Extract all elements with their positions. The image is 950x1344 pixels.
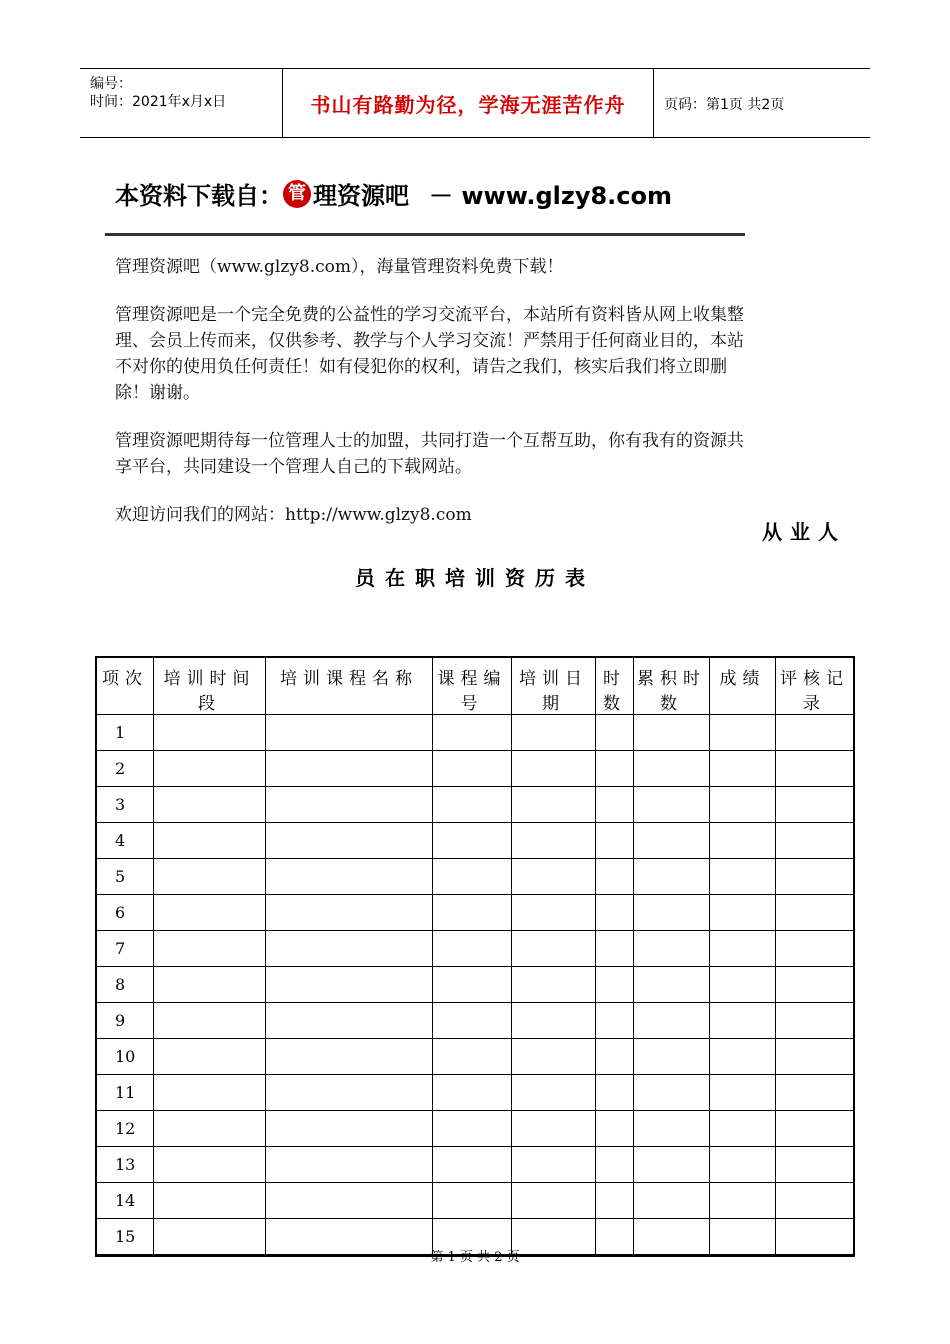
site-logo-icon: 管: [283, 180, 311, 208]
table-cell[interactable]: [710, 967, 776, 1003]
table-cell[interactable]: [596, 1003, 634, 1039]
table-cell[interactable]: [634, 751, 710, 787]
time-label: 时间：2021年x月x日: [90, 94, 227, 110]
col-header: 累积时数: [634, 658, 710, 715]
table-cell[interactable]: [512, 1039, 596, 1075]
table-cell[interactable]: [596, 967, 634, 1003]
table-cell[interactable]: [266, 1147, 433, 1183]
table-cell[interactable]: [634, 1075, 710, 1111]
table-cell[interactable]: [596, 859, 634, 895]
table-cell[interactable]: [710, 1075, 776, 1111]
table-row: [97, 1075, 853, 1111]
row-number: 5: [97, 859, 154, 895]
table-cell[interactable]: [596, 1147, 634, 1183]
table-cell[interactable]: [433, 1111, 512, 1147]
table-cell[interactable]: [596, 787, 634, 823]
table-cell[interactable]: [433, 931, 512, 967]
table-cell[interactable]: [433, 1075, 512, 1111]
table-cell[interactable]: [710, 1183, 776, 1219]
table-cell[interactable]: [710, 931, 776, 967]
table-cell[interactable]: [634, 1147, 710, 1183]
table-cell[interactable]: [433, 1003, 512, 1039]
row-number: 15: [97, 1219, 154, 1255]
download-banner: [115, 176, 735, 226]
table-cell[interactable]: [433, 751, 512, 787]
table-cell[interactable]: [433, 895, 512, 931]
table-cell[interactable]: [154, 1003, 266, 1039]
table-cell[interactable]: [776, 967, 853, 1003]
table-cell[interactable]: [154, 715, 266, 751]
table-row: [97, 1147, 853, 1183]
table-cell[interactable]: [710, 715, 776, 751]
table-cell[interactable]: [512, 895, 596, 931]
table-cell[interactable]: [433, 1183, 512, 1219]
form-title-line-2: 员在职培训资历表: [355, 566, 595, 590]
col-header: 成绩: [710, 658, 776, 715]
table-cell[interactable]: [154, 1039, 266, 1075]
table-cell[interactable]: [154, 1147, 266, 1183]
table-cell[interactable]: [710, 787, 776, 823]
table-cell[interactable]: [634, 1111, 710, 1147]
table-cell[interactable]: [512, 859, 596, 895]
table-cell[interactable]: [634, 1183, 710, 1219]
table-cell[interactable]: [776, 1183, 853, 1219]
col-header: 项次: [97, 658, 154, 715]
table-cell[interactable]: [266, 967, 433, 1003]
table-cell[interactable]: [266, 1183, 433, 1219]
table-cell[interactable]: [634, 967, 710, 1003]
table-row: [97, 787, 853, 823]
table-cell[interactable]: [596, 1111, 634, 1147]
table-cell[interactable]: [433, 1147, 512, 1183]
table-cell[interactable]: [596, 931, 634, 967]
row-number: 3: [97, 787, 154, 823]
table-cell[interactable]: [433, 787, 512, 823]
table-cell[interactable]: [266, 1111, 433, 1147]
table-row: [97, 1111, 853, 1147]
table-cell[interactable]: [710, 859, 776, 895]
table-row: [97, 895, 853, 931]
intro-paragraph-3: 管理资源吧期待每一位管理人士的加盟，共同打造一个互帮互助，你有我有的资源共享平台，共同建设一个管理人自己的下载网站。: [115, 431, 744, 477]
table-cell[interactable]: [710, 1003, 776, 1039]
table-cell[interactable]: [634, 787, 710, 823]
table-cell[interactable]: [634, 1039, 710, 1075]
row-number: 7: [97, 931, 154, 967]
table-cell[interactable]: [154, 1111, 266, 1147]
table-cell[interactable]: [433, 715, 512, 751]
table-row: [97, 931, 853, 967]
table-cell[interactable]: [266, 823, 433, 859]
table-cell[interactable]: [512, 967, 596, 1003]
banner-site-name: 理资源吧: [313, 182, 409, 210]
row-number: 1: [97, 715, 154, 751]
row-number: 10: [97, 1039, 154, 1075]
table-cell[interactable]: [266, 751, 433, 787]
table-cell[interactable]: [512, 787, 596, 823]
table-cell[interactable]: [512, 1075, 596, 1111]
banner-prefix: 本资料下载自：: [115, 182, 283, 210]
table-row: [97, 823, 853, 859]
table-cell[interactable]: [776, 859, 853, 895]
table-cell[interactable]: [512, 1147, 596, 1183]
table-cell[interactable]: [776, 1111, 853, 1147]
table-cell[interactable]: [154, 967, 266, 1003]
col-header: 评核记录: [776, 658, 853, 715]
table-cell[interactable]: [634, 895, 710, 931]
table-cell[interactable]: [266, 1003, 433, 1039]
table-row: [97, 967, 853, 1003]
table-cell[interactable]: [266, 931, 433, 967]
table-cell[interactable]: [512, 823, 596, 859]
table-cell[interactable]: [634, 823, 710, 859]
table-header-row: [97, 658, 853, 715]
table-cell[interactable]: [154, 751, 266, 787]
banner-url[interactable]: － www.glzy8.com: [429, 182, 673, 210]
header-motto: 书山有路勤为径，学海无涯苦作舟: [283, 69, 654, 137]
table-row: [97, 715, 853, 751]
table-cell[interactable]: [710, 895, 776, 931]
table-cell[interactable]: [433, 1039, 512, 1075]
col-header: 时数: [596, 658, 634, 715]
table-cell[interactable]: [634, 931, 710, 967]
page-footer: 第 1 页 共 2 页: [430, 1250, 520, 1265]
table-cell[interactable]: [266, 1039, 433, 1075]
row-number: 9: [97, 1003, 154, 1039]
training-record-table: [95, 656, 855, 1257]
table-row: [97, 1183, 853, 1219]
table-cell[interactable]: [776, 1039, 853, 1075]
table-cell[interactable]: [512, 1003, 596, 1039]
table-cell[interactable]: [154, 931, 266, 967]
table-cell[interactable]: [776, 1003, 853, 1039]
table-cell[interactable]: [634, 1003, 710, 1039]
table-cell[interactable]: [776, 1147, 853, 1183]
table-cell[interactable]: [433, 967, 512, 1003]
row-number: 2: [97, 751, 154, 787]
table-cell[interactable]: [596, 1183, 634, 1219]
col-header: 课程编号: [433, 658, 512, 715]
table-cell[interactable]: [154, 1075, 266, 1111]
form-title-line-1: 从业人: [762, 520, 846, 544]
table-cell[interactable]: [596, 1075, 634, 1111]
col-header: 培训日期: [512, 658, 596, 715]
table-cell[interactable]: [776, 931, 853, 967]
table-cell[interactable]: [154, 787, 266, 823]
table-cell[interactable]: [634, 715, 710, 751]
table-cell[interactable]: [154, 1183, 266, 1219]
table-cell[interactable]: [634, 859, 710, 895]
table-cell[interactable]: [776, 787, 853, 823]
table-cell[interactable]: [266, 1075, 433, 1111]
page-header: [80, 68, 870, 138]
table-cell[interactable]: [266, 715, 433, 751]
table-cell[interactable]: [512, 1183, 596, 1219]
table-cell[interactable]: [776, 715, 853, 751]
header-page-info: 页码：第1页 共2页: [664, 97, 785, 113]
table-cell[interactable]: [266, 895, 433, 931]
table-row: [97, 1039, 853, 1075]
banner-divider: [105, 233, 745, 236]
serial-label: 编号：: [90, 76, 132, 92]
table-cell[interactable]: [776, 895, 853, 931]
row-number: 13: [97, 1147, 154, 1183]
table-cell[interactable]: [266, 787, 433, 823]
table-cell[interactable]: [512, 715, 596, 751]
table-cell[interactable]: [596, 715, 634, 751]
row-number: 14: [97, 1183, 154, 1219]
table-cell[interactable]: [512, 751, 596, 787]
row-number: 8: [97, 967, 154, 1003]
table-cell[interactable]: [710, 1111, 776, 1147]
intro-paragraph-4[interactable]: 欢迎访问我们的网站：http://www.glzy8.com: [115, 505, 472, 525]
table-cell[interactable]: [433, 859, 512, 895]
table-cell[interactable]: [596, 1039, 634, 1075]
table-cell[interactable]: [776, 823, 853, 859]
table-cell[interactable]: [776, 1075, 853, 1111]
table-cell[interactable]: [596, 823, 634, 859]
table-cell[interactable]: [596, 751, 634, 787]
intro-paragraph-1: 管理资源吧（www.glzy8.com），海量管理资料免费下载！: [115, 257, 564, 277]
table-cell[interactable]: [266, 859, 433, 895]
table-cell[interactable]: [710, 823, 776, 859]
table-cell[interactable]: [154, 859, 266, 895]
row-number: 4: [97, 823, 154, 859]
table-cell[interactable]: [596, 895, 634, 931]
table-cell[interactable]: [512, 931, 596, 967]
row-number: 12: [97, 1111, 154, 1147]
header-meta: [80, 69, 283, 137]
row-number: 11: [97, 1075, 154, 1111]
col-header: 培训时间段: [154, 658, 266, 715]
intro-paragraph-2: 管理资源吧是一个完全免费的公益性的学习交流平台，本站所有资料皆从网上收集整理、会员上传而来，仅供参考、教学与个人学习交流！严禁用于任何商业目的，本站不对你的使用负任何责任！如有侵犯你的权利，请告之我们，核实后我们将立即删除！谢谢。: [115, 305, 744, 403]
table-cell[interactable]: [710, 1147, 776, 1183]
table-row: [97, 1003, 853, 1039]
table-cell[interactable]: [154, 823, 266, 859]
table-cell[interactable]: [433, 823, 512, 859]
table-row: [97, 751, 853, 787]
table-cell[interactable]: [710, 751, 776, 787]
table-cell[interactable]: [776, 751, 853, 787]
table-cell[interactable]: [710, 1039, 776, 1075]
table-row: [97, 859, 853, 895]
table-cell[interactable]: [512, 1111, 596, 1147]
row-number: 6: [97, 895, 154, 931]
table-cell[interactable]: [154, 895, 266, 931]
col-header: 培训课程名称: [266, 658, 433, 715]
